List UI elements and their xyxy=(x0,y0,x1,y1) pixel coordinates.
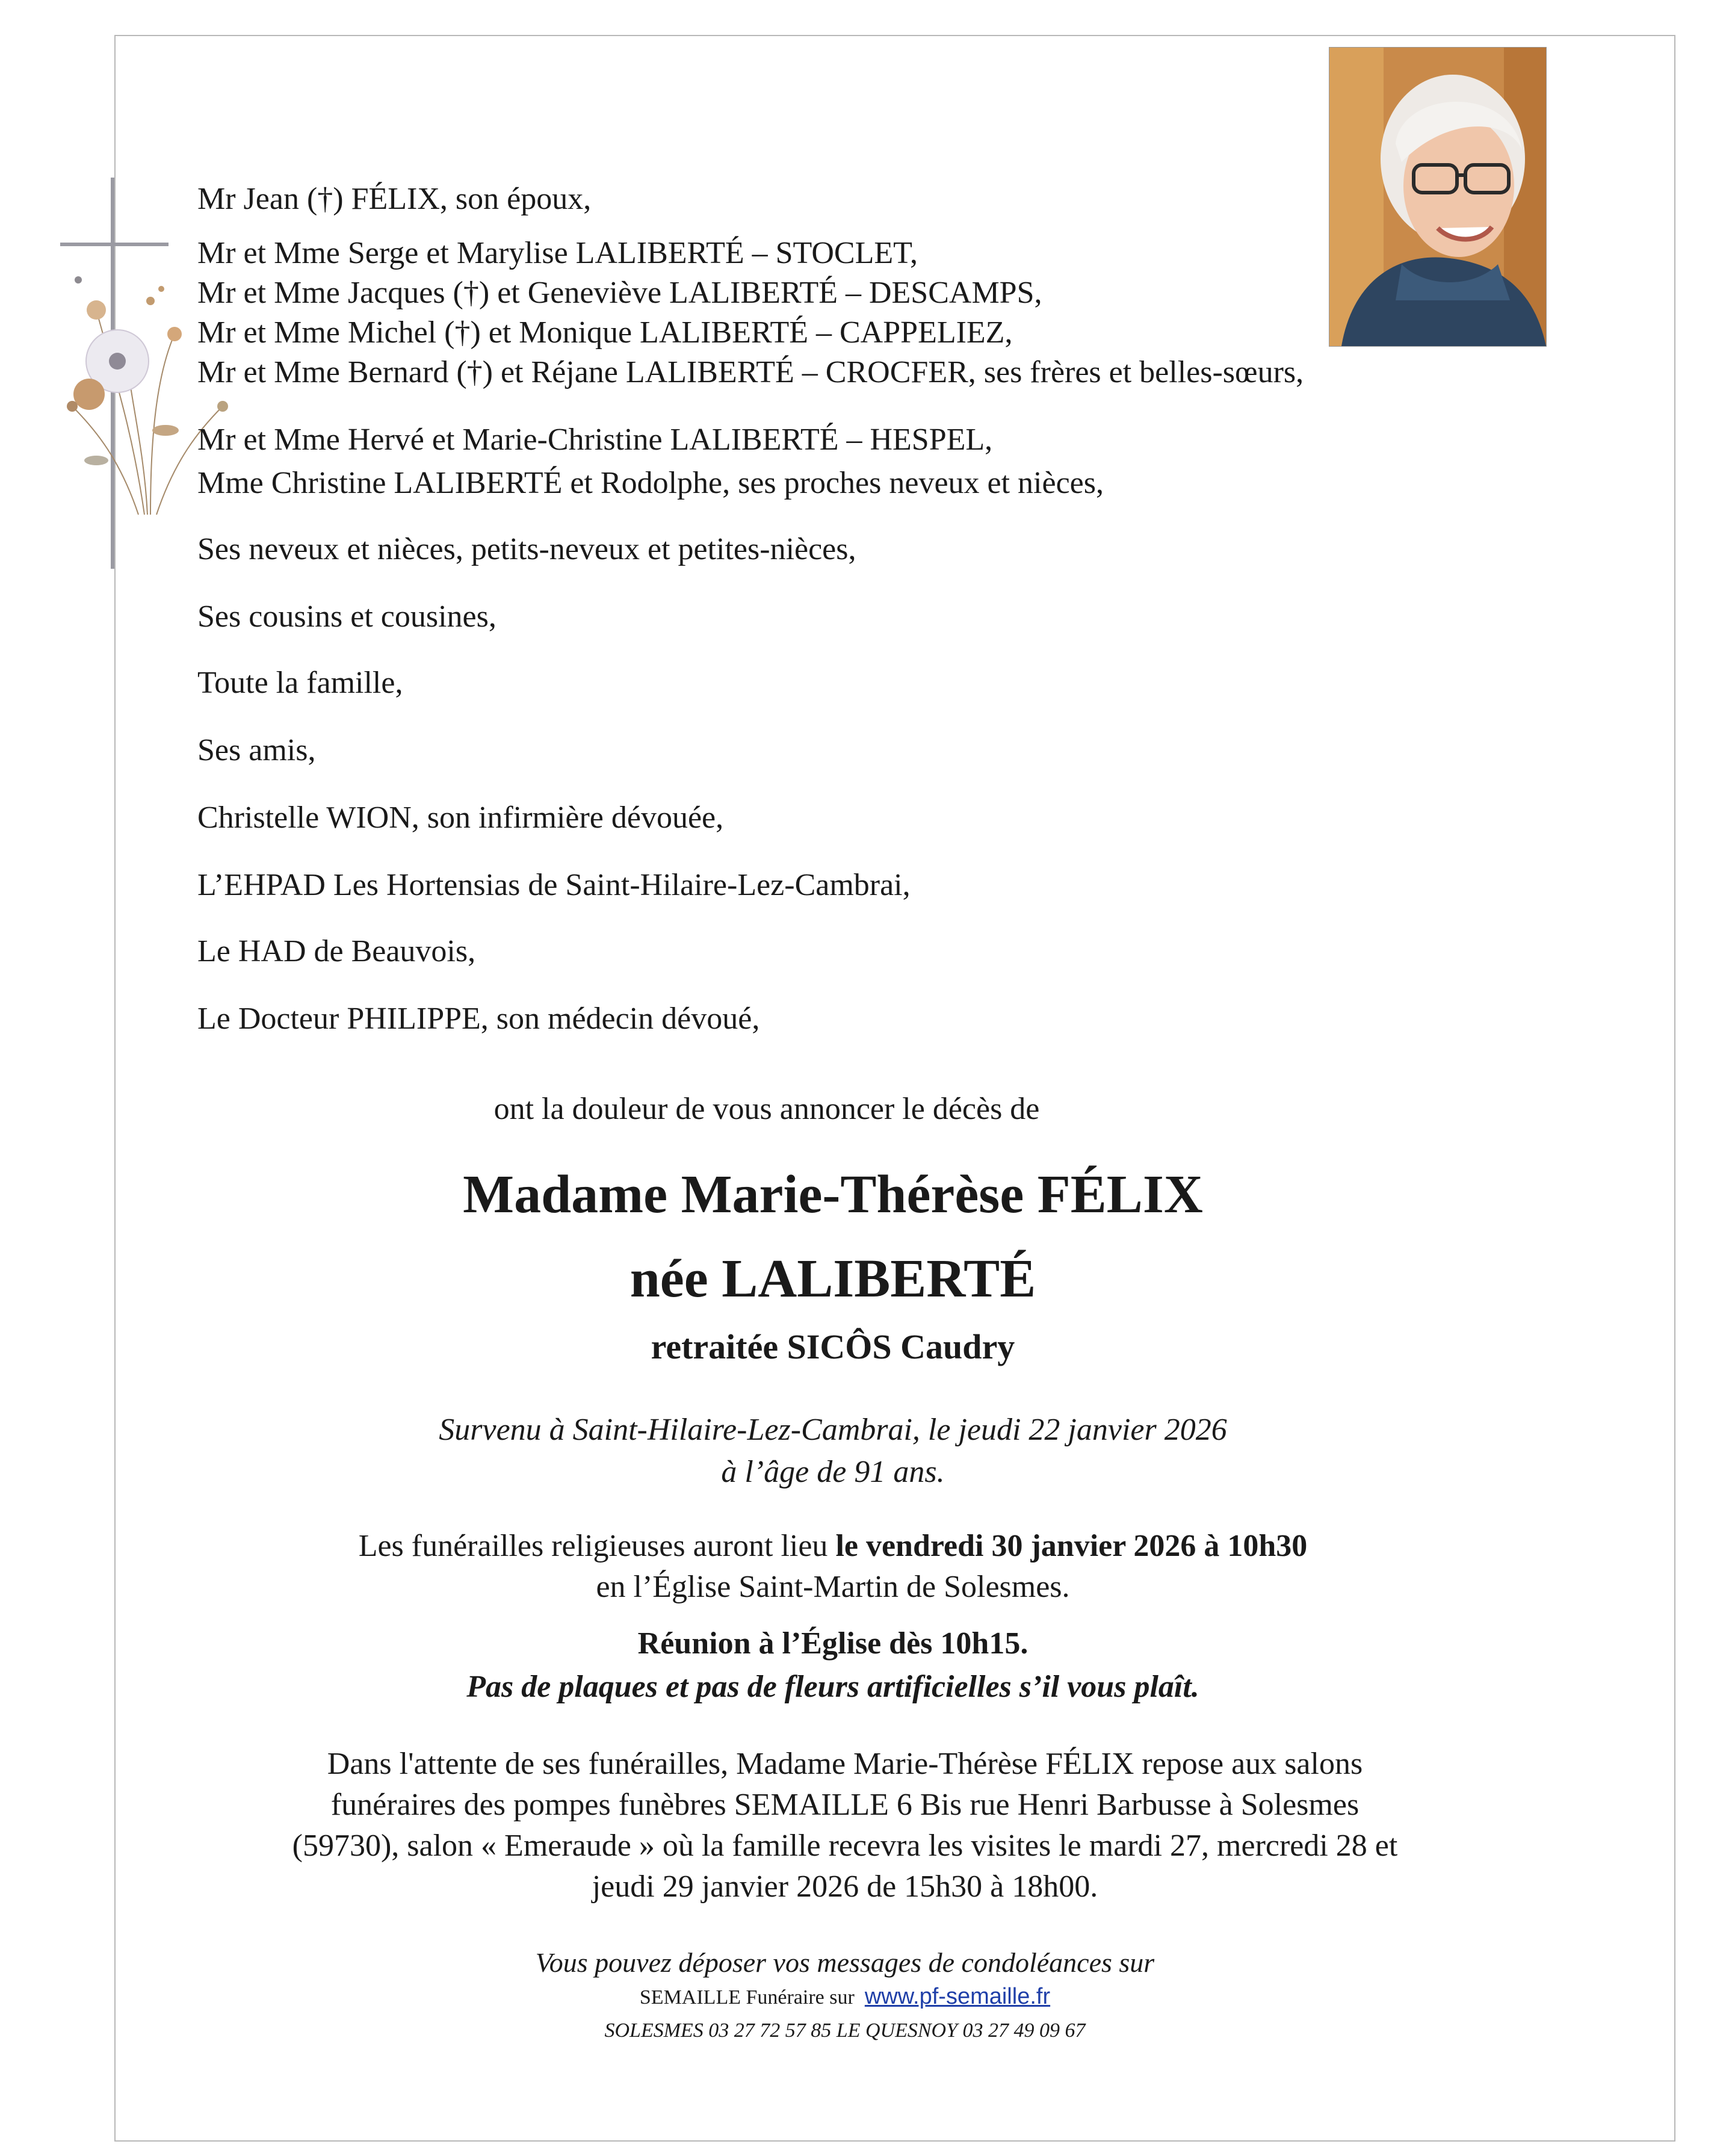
family-line-8: Ses neveux et nièces, petits-neveux et petites-nièces, xyxy=(197,532,856,566)
deceased-name: Madame Marie-Thérèse FÉLIX xyxy=(463,1165,1203,1224)
funeral-meeting: Réunion à l’Église dès 10h15. xyxy=(637,1626,1028,1661)
visits-line-3: (59730), salon « Emeraude » où la famille recevra les visites le mardi 27, mercredi 28 et xyxy=(292,1829,1398,1863)
visits-line-1: Dans l'attente de ses funérailles, Madame Marie-Thérèse FÉLIX repose aux salons xyxy=(327,1747,1363,1781)
family-line-10: Toute la famille, xyxy=(197,666,403,700)
company-name: SEMAILLE Funéraire sur xyxy=(639,1986,855,2009)
funeral-place: en l’Église Saint-Martin de Solesmes. xyxy=(596,1570,1070,1604)
deceased-occupation: retraitée SICÔS Caudry xyxy=(651,1327,1015,1366)
portrait-photo xyxy=(1329,47,1547,347)
visits-line-4: jeudi 29 janvier 2026 de 15h30 à 18h00. xyxy=(592,1869,1098,1904)
phones-text: SOLESMES 03 27 72 57 85 LE QUESNOY 03 27 49 09 67 xyxy=(604,2019,1086,2042)
family-line-5: Mr et Mme Bernard (†) et Réjane LALIBERTÉ – CROCFER, ses frères et belles-sœurs, xyxy=(197,355,1304,389)
family-line-9: Ses cousins et cousines, xyxy=(197,599,496,634)
deceased-maiden-name: née LALIBERTÉ xyxy=(629,1249,1036,1309)
family-line-1: Mr Jean (†) FÉLIX, son époux, xyxy=(197,182,592,216)
death-line-1: Survenu à Saint-Hilaire-Lez-Cambrai, le jeudi 22 janvier 2026 xyxy=(439,1413,1227,1447)
family-line-3: Mr et Mme Jacques (†) et Geneviève LALIBERTÉ – DESCAMPS, xyxy=(197,276,1042,310)
family-line-11: Ses amis, xyxy=(197,733,316,767)
family-line-6: Mr et Mme Hervé et Marie-Christine LALIBERTÉ – HESPEL, xyxy=(197,423,993,457)
visits-line-2: funéraires des pompes funèbres SEMAILLE 6 Bis rue Henri Barbusse à Solesmes xyxy=(330,1788,1359,1822)
family-line-12: Christelle WION, son infirmière dévouée, xyxy=(197,801,724,835)
funeral-intro: Les funérailles religieuses auront lieu xyxy=(358,1529,836,1563)
family-line-2: Mr et Mme Serge et Marylise LALIBERTÉ – STOCLET, xyxy=(197,236,918,270)
death-line-2: à l’âge de 91 ans. xyxy=(721,1455,945,1489)
condolences-text: Vous pouvez déposer vos messages de condoléances sur xyxy=(535,1947,1155,1978)
family-line-4: Mr et Mme Michel (†) et Monique LALIBERTÉ – CAPPELIEZ, xyxy=(197,315,1013,350)
company-line xyxy=(0,1981,1708,2013)
family-line-13: L’EHPAD Les Hortensias de Saint-Hilaire-Lez-Cambrai, xyxy=(197,868,911,902)
funeral-line xyxy=(0,1528,1696,1565)
website-link[interactable]: www.pf-semaille.fr xyxy=(864,1984,1051,2009)
announcement-text: ont la douleur de vous annoncer le décès de xyxy=(493,1092,1040,1126)
funeral-datetime: le vendredi 30 janvier 2026 à 10h30 xyxy=(835,1529,1308,1563)
family-line-14: Le HAD de Beauvois, xyxy=(197,934,476,968)
family-line-15: Le Docteur PHILIPPE, son médecin dévoué, xyxy=(197,1002,760,1036)
funeral-note: Pas de plaques et pas de fleurs artificielles s’il vous plaît. xyxy=(466,1670,1199,1704)
family-line-7: Mme Christine LALIBERTÉ et Rodolphe, ses proches neveux et nièces, xyxy=(197,466,1104,500)
